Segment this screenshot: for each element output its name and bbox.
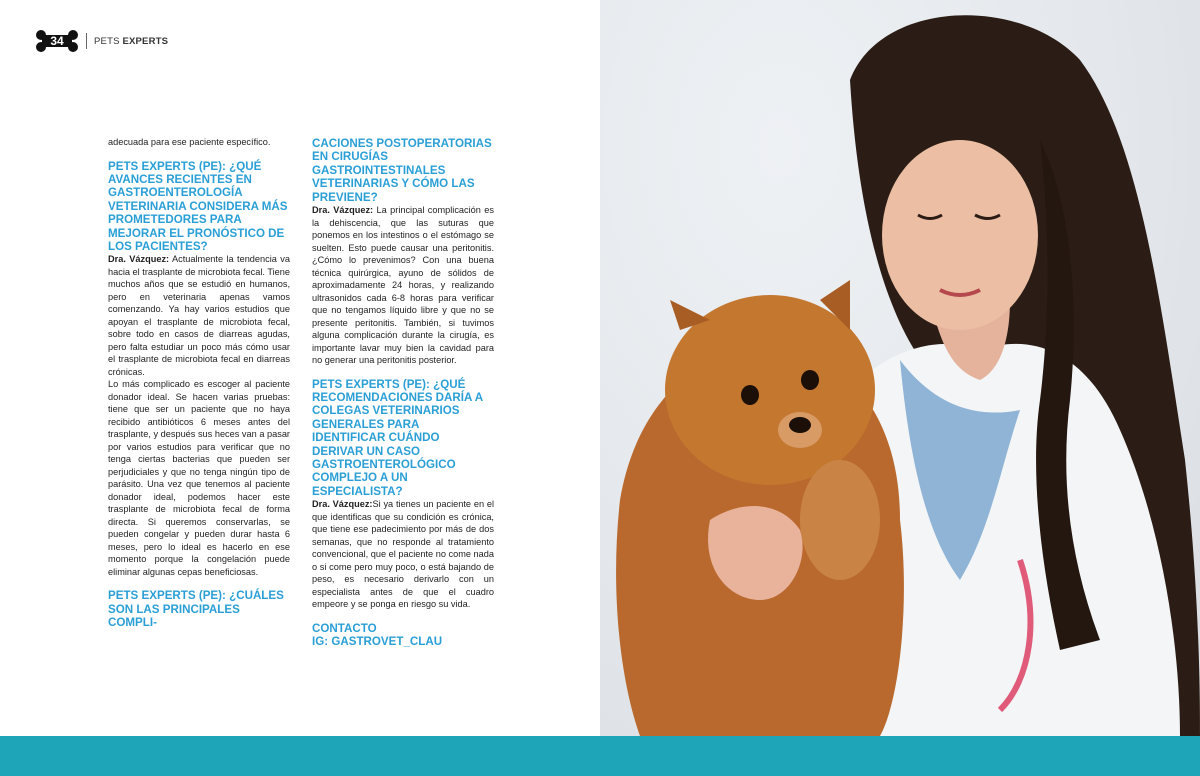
section-title: PETS EXPERTS <box>94 35 169 47</box>
text-column-1 <box>108 136 290 630</box>
header-divider <box>86 33 87 49</box>
vet-with-dog-photo <box>600 0 1200 736</box>
answer-text: Dra. Vázquez: La principal complicación es la dehiscencia, que las suturas que ponemos en los intestinos o el estómago se suelten. Esto puede causar una peritonitis. ¿Cómo lo prevenimos? Con una buena técnica quirúrgica, ayuno de sólidos de aproximadamente 24 horas, y realizando ultrasonidos cada 6-8 horas para verificar que no tengamos líquido libre y que no se presente peritonitis. También, si tuvimos alguna complicación durante la cirugía, es importante lavar muy bien la cavidad para no generar una peritonitis posterior. <box>312 205 494 366</box>
photo-illustration <box>600 0 1200 736</box>
answer-text: Dra. Vázquez: Actualmente la tendencia va hacia el trasplante de microbiota fecal. Tiene muchos años que se estudió en humanos, pero en veterinaria apenas vamos comenzando. Ya hay varios estudios que apoyan el trasplante de microbiota fecal, sobre todo en casos de diarreas agudas, pero falta estudiar un poco más cómo usar el trasplante de microbiota fecal en diarreas crónicas. <box>108 254 290 377</box>
answer-text: Dra. Vázquez:Si ya tienes un paciente en el que identificas que su condición es crónica, que tiene ese padecimiento por más de dos semanas, que no responde al tratamiento convencional, que el paciente no come nada o si come pero muy poco, o está bajando de peso, es necesario derivarlo con un especialista antes de que el cuadro empeore y se ponga en riesgo su vida. <box>312 499 495 610</box>
page-number: 34 <box>50 34 64 48</box>
page-header <box>36 30 168 52</box>
answer-text: Lo más complicado es escoger al paciente donador ideal. Se hacen varias pruebas: tiene que ser un paciente que no haya recibido antibióticos 6 meses antes del trasplante, y después sus heces van a pasar por varios estudios para verificar que no tenga ciertas bacterias que pueden ser perjudiciales y que no tenga ningún tipo de parásito. Una vez que tenemos al paciente donador ideal, podemos hacer este trasplante de microbiota fecal de forma directa. Si queremos conservarlas, se pueden congelar y pueden durar hasta 6 meses, pero lo ideal es hacerlo en ese momento porque la congelación puede eliminar algunas cepas beneficiosas. <box>108 379 290 577</box>
contact-handle: IG: GASTROVET_CLAU <box>312 635 443 649</box>
question-heading: CACIONES POSTOPERATORIAS EN CIRUGÍAS GASTROINTESTINALES VETERINARIAS Y CÓMO LAS PREVIENE? <box>312 137 492 204</box>
text-column-2 <box>312 137 494 649</box>
question-heading: PETS EXPERTS (PE): ¿QUÉ AVANCES RECIENTES EN GASTROENTEROLOGÍA VETERINARIA CONSIDERA MÁS PROMETEDORES PARA MEJORAR EL PRONÓSTICO DE LOS PACIENTES? <box>108 159 288 253</box>
question-heading: PETS EXPERTS (PE): ¿CUÁLES SON LAS PRINCIPALES COMPLI- <box>108 589 284 630</box>
question-heading: PETS EXPERTS (PE): ¿QUÉ RECOMENDACIONES DARÍA A COLEGAS VETERINARIOS GENERALES PARA IDENTIFICAR CUÁNDO DERIVAR UN CASO GASTROENTEROLÓGICO COMPLEJO A UN ESPECIALISTA? <box>312 377 483 498</box>
intro-text: adecuada para ese paciente específico. <box>108 137 271 147</box>
footer-band <box>0 736 1200 776</box>
contact-title: CONTACTO <box>312 621 377 635</box>
bone-icon <box>36 30 78 52</box>
